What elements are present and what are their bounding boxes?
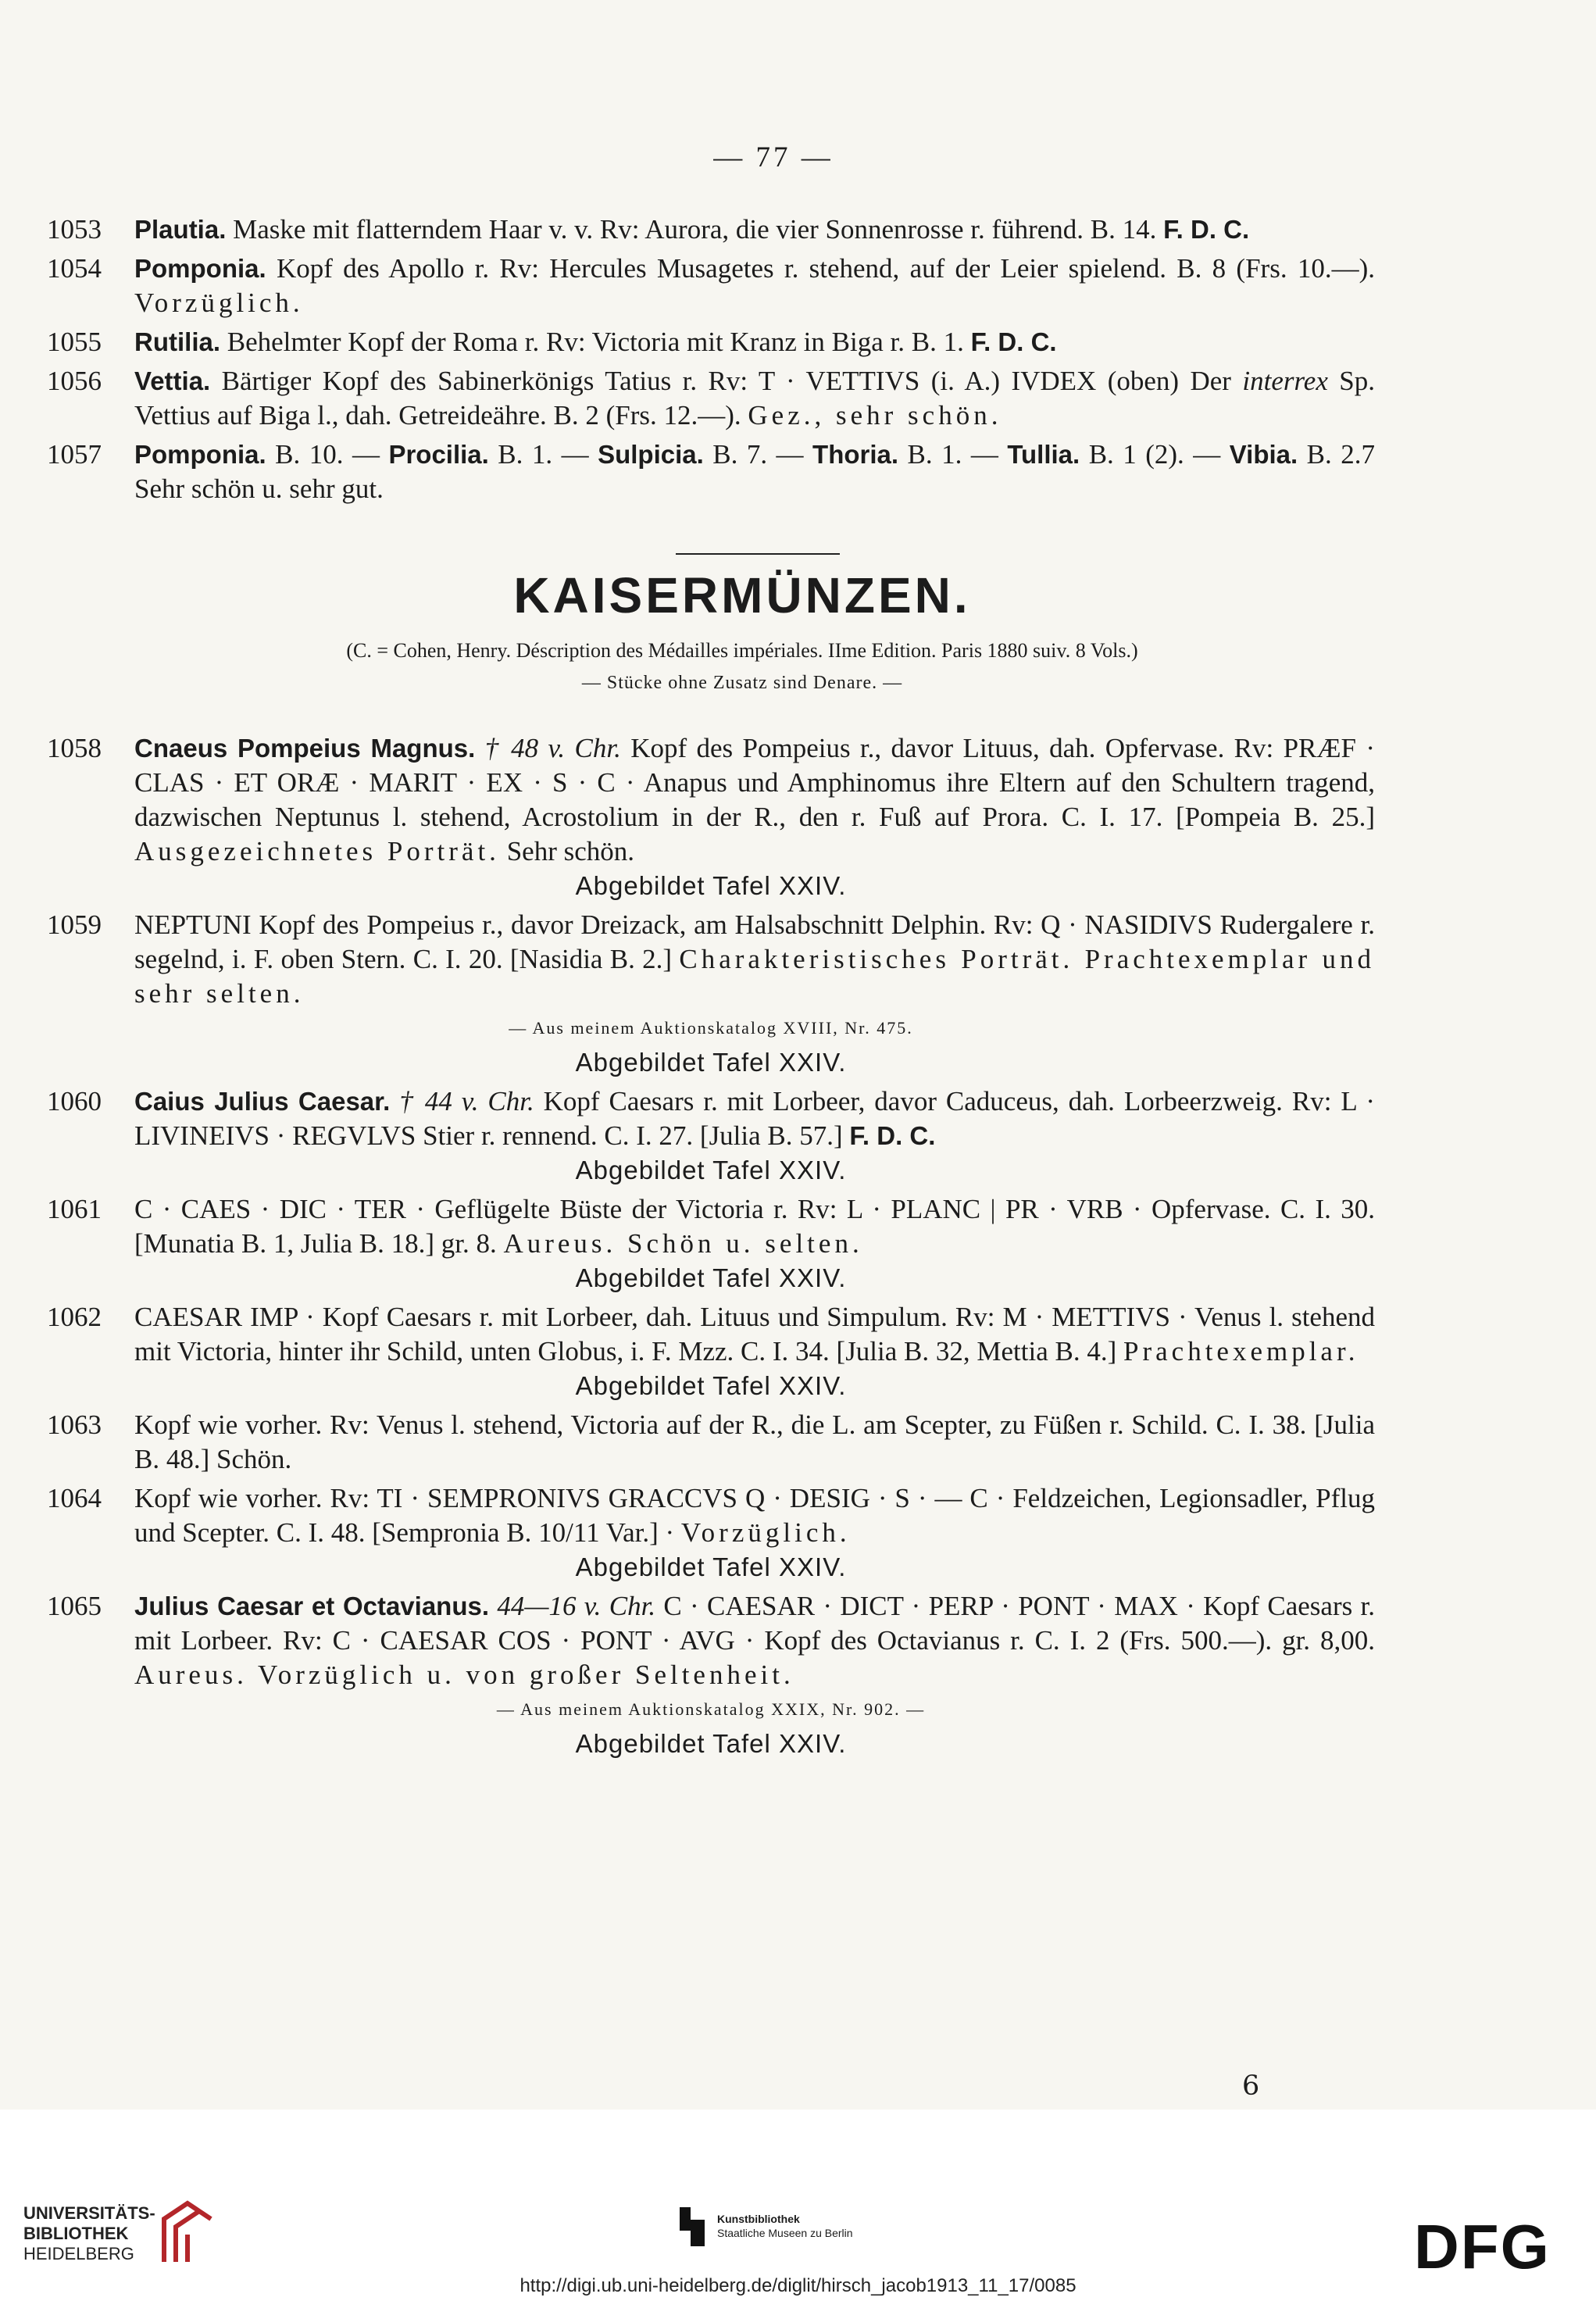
entry-text-segment: CAESAR IMP · Kopf Caesars r. mit Lorbeer, dah. Lituus und Simpulum. Rv: M · METTIVS · Venus l. stehend mit Victoria, hinter ihr Schild, unten Globus, i. F. Mzz. C. I. 34. [Julia B. 32, Mettia B. 4.] bbox=[134, 1302, 1375, 1367]
entry-text bbox=[134, 213, 1375, 247]
entry-text-segment: Tullia. bbox=[1007, 440, 1080, 469]
entry-text-segment: Sulpicia. bbox=[598, 440, 704, 469]
entry-text-segment: B. 1. — bbox=[898, 439, 1008, 470]
entry-number: 1065 bbox=[47, 1591, 102, 1621]
entry-text-segment: Ausgezeichnetes Porträt. bbox=[134, 836, 500, 866]
entry-text-segment: Behelmter Kopf der Roma r. Rv: Victoria mit Kranz in Biga r. B. 1. bbox=[220, 327, 971, 357]
entry-number: 1061 bbox=[47, 1194, 102, 1224]
catalog-entry bbox=[47, 325, 1375, 359]
entry-number: 1056 bbox=[47, 366, 102, 396]
entry-text bbox=[134, 438, 1375, 506]
catalog-entry bbox=[47, 252, 1375, 320]
uni-logo-mark-icon bbox=[156, 2192, 219, 2270]
entry-text-segment: Cnaeus Pompeius Magnus. bbox=[134, 734, 476, 763]
entry-text-segment: Charakteristisches Porträt. Prachtexemplar und sehr selten. bbox=[134, 944, 1375, 1009]
uni-line-2: BIBLIOTHEK bbox=[23, 2224, 129, 2243]
kunstbibliothek-mark-icon bbox=[680, 2207, 711, 2246]
section-heading: KAISERMÜNZEN. bbox=[513, 567, 971, 623]
plate-reference: Abgebildet Tafel XXIV. bbox=[575, 1263, 847, 1292]
denar-note: — Stücke ohne Zusatz sind Denare. — bbox=[581, 673, 903, 693]
uni-line-3: HEIDELBERG bbox=[23, 2244, 134, 2263]
catalog-entry bbox=[47, 1481, 1375, 1585]
entry-text-segment: B. 1 (2). — bbox=[1080, 439, 1230, 470]
entry-number: 1063 bbox=[47, 1409, 102, 1440]
entry-text-segment: Kopf des Pompeius r., davor Lituus, dah. Opfervase. Rv: PRÆF · CLAS · ET ORÆ · MARIT · EX · S · C · Anapus und Amphinomus ihre Eltern auf den Schultern tragend, dazwischen Neptunus l. stehend, Acrostolium in der R., den r. Fuß auf Prora. C. I. 17. [Pompeia B. 25.] bbox=[134, 733, 1375, 832]
catalog-entry bbox=[47, 1589, 1375, 1761]
entry-number: 1062 bbox=[47, 1302, 102, 1332]
entry-number: 1055 bbox=[47, 327, 102, 357]
entry-text-segment: F. D. C. bbox=[1163, 215, 1250, 244]
uni-line-1: UNIVERSITÄTS- bbox=[23, 2203, 155, 2223]
entry-text-segment: Pomponia. bbox=[134, 254, 266, 283]
catalog-entry bbox=[47, 438, 1375, 506]
catalog-entry bbox=[47, 1408, 1375, 1477]
catalog-entry bbox=[47, 213, 1375, 247]
entry-text-segment: Pomponia. bbox=[134, 440, 266, 469]
entry-text-segment: Caius Julius Caesar. bbox=[134, 1087, 391, 1116]
entry-text-segment: Vorzüglich. bbox=[134, 288, 304, 318]
section-rule bbox=[676, 553, 840, 555]
entry-text-segment: Kopf wie vorher. Rv: Venus l. stehend, Victoria auf der R., die L. am Scepter, zu Füßen r. Schild. C. I. 38. [Julia B. 48.] Schön. bbox=[134, 1409, 1375, 1474]
entry-text-segment: Procilia. bbox=[388, 440, 489, 469]
entry-text-segment: Thoria. bbox=[812, 440, 899, 469]
plate-reference: Abgebildet Tafel XXIV. bbox=[575, 1552, 847, 1581]
entry-text-segment: Gez., sehr schön. bbox=[748, 400, 1002, 431]
entry-text-segment: Vibia. bbox=[1229, 440, 1298, 469]
entries-top bbox=[47, 213, 1375, 506]
entry-text-segment bbox=[390, 1086, 399, 1116]
kunstbibliothek-text bbox=[717, 2212, 983, 2240]
entry-text-segment: Kopf Caesars r. mit Lorbeer, davor Caduceus, dah. Lorbeerzweig. Rv: L · LIVINEIVS · REGVLVS Stier r. rennend. C. I. 27. [Julia B. 57.] bbox=[134, 1086, 1375, 1151]
entry-text-segment: Julius Caesar et Octavianus. bbox=[134, 1592, 490, 1620]
catalog-entry bbox=[47, 364, 1375, 433]
entry-text bbox=[134, 1192, 1375, 1295]
footer-bar bbox=[0, 2110, 1596, 2308]
entry-text bbox=[134, 252, 1375, 320]
plate-reference: Abgebildet Tafel XXIV. bbox=[575, 871, 847, 900]
entry-text-segment: Aureus. Vorzüglich u. von großer Seltenheit. bbox=[134, 1660, 794, 1690]
entry-text bbox=[134, 1408, 1375, 1477]
kb-line-2: Staatliche Museen zu Berlin bbox=[717, 2227, 853, 2239]
entry-text-segment: Vettia. bbox=[134, 366, 211, 395]
entry-number: 1060 bbox=[47, 1086, 102, 1116]
entry-text bbox=[134, 1084, 1375, 1188]
entry-text-segment: NEPTUNI Kopf des Pompeius r., davor Dreizack, am Halsabschnitt Delphin. Rv: Q · NASIDIVS Rudergalere r. segelnd, i. F. oben Stern. C. I. 20. [Nasidia B. 2.] bbox=[134, 909, 1375, 974]
entry-text-segment: C · CAESAR · DICT · PERP · PONT · MAX · Kopf Caesars r. mit Lorbeer. Rv: C · CAESAR COS · PONT · AVG · Kopf des Octavianus r. C. I. 2 (Frs. 500.—). gr. 8,00. bbox=[134, 1591, 1375, 1656]
page-number: — 77 — bbox=[713, 141, 834, 173]
plate-reference: Abgebildet Tafel XXIV. bbox=[575, 1156, 847, 1184]
catalog-entry bbox=[47, 1300, 1375, 1403]
entry-number: 1058 bbox=[47, 733, 102, 763]
entry-text-segment: † 48 v. Chr. bbox=[484, 733, 621, 763]
entry-text-segment: F. D. C. bbox=[849, 1121, 936, 1150]
entry-text-segment: Sehr schön. bbox=[499, 836, 634, 866]
entry-number: 1059 bbox=[47, 909, 102, 940]
entry-number: 1053 bbox=[47, 214, 102, 245]
entry-text-segment bbox=[489, 1591, 497, 1621]
kb-line-1: Kunstbibliothek bbox=[717, 2213, 800, 2225]
entry-text-segment: interrex bbox=[1242, 366, 1328, 396]
entry-text-segment: Aureus. Schön u. selten. bbox=[503, 1228, 863, 1259]
page-url[interactable]: http://digi.ub.uni-heidelberg.de/diglit/hirsch_jacob1913_11_17/0085 bbox=[520, 2275, 1076, 2296]
uni-heidelberg-logo[interactable] bbox=[23, 2203, 155, 2264]
entry-text-segment: Vorzüglich. bbox=[680, 1517, 851, 1548]
signature-number: 6 bbox=[1242, 2070, 1260, 2102]
entry-text-segment: Maske mit flatterndem Haar v. v. Rv: Aurora, die vier Sonnenrosse r. führend. B. 14. bbox=[226, 214, 1164, 245]
entry-text bbox=[134, 1589, 1375, 1761]
entry-number: 1057 bbox=[47, 439, 102, 470]
entry-text-segment: Bärtiger Kopf des Sabinerkönigs Tatius r. Rv: T · VETTIVS (i. A.) IVDEX (oben) Der bbox=[210, 366, 1243, 396]
entry-text-segment: Rutilia. bbox=[134, 327, 221, 356]
entry-text bbox=[134, 1300, 1375, 1403]
page-content bbox=[47, 141, 1375, 1766]
entry-text-segment: C · CAES · DIC · TER · Geflügelte Büste der Victoria r. Rv: L · PLANC | PR · VRB · Opfervase. C. I. 30. [Munatia B. 1, Julia B. 18.] gr. 8. bbox=[134, 1194, 1375, 1259]
entry-text-segment: Prachtexemplar. bbox=[1123, 1336, 1359, 1367]
entry-text-segment: Kopf wie vorher. Rv: TI · SEMPRONIVS GRACCVS Q · DESIG · S · — C · Feldzeichen, Legionsadler, Pflug und Scepter. C. I. 48. [Sempronia B. 10/11 Var.] · bbox=[134, 1483, 1375, 1548]
entry-text-segment bbox=[475, 733, 484, 763]
plate-reference: Abgebildet Tafel XXIV. bbox=[575, 1729, 847, 1758]
dfg-logo[interactable]: DFG bbox=[1414, 2212, 1551, 2281]
entries-main bbox=[47, 731, 1375, 1761]
entry-text bbox=[134, 1481, 1375, 1585]
entry-text bbox=[134, 325, 1375, 359]
catalog-entry bbox=[47, 908, 1375, 1080]
entry-text bbox=[134, 364, 1375, 433]
plate-reference: Abgebildet Tafel XXIV. bbox=[575, 1371, 847, 1400]
entry-text-segment: 44—16 v. Chr. bbox=[497, 1591, 656, 1621]
entry-text-segment: B. 2. Sehr schön u. sehr gut. bbox=[134, 439, 1362, 504]
entry-text-segment: F. D. C. bbox=[970, 327, 1057, 356]
reference-note: (C. = Cohen, Henry. Déscription des Médailles impériales. IIme Edition. Paris 1880 suiv. 8 Vols.) bbox=[346, 639, 1138, 662]
entry-text bbox=[134, 908, 1375, 1080]
catalog-entry bbox=[47, 731, 1375, 903]
catalog-entry bbox=[47, 1084, 1375, 1188]
entry-right-number: 7 bbox=[1361, 439, 1375, 470]
catalog-entry bbox=[47, 1192, 1375, 1295]
plate-reference: Abgebildet Tafel XXIV. bbox=[575, 1048, 847, 1077]
entry-text-segment: B. 10. — bbox=[266, 439, 389, 470]
entry-text-segment: Sp. Vettius auf Biga l., dah. Getreideähre. B. 2 (Frs. 12.—). bbox=[134, 366, 1376, 431]
auction-catalog-reference: — Aus meinem Auktionskatalog XVIII, Nr. 475. bbox=[509, 1018, 913, 1038]
entry-number: 1064 bbox=[47, 1483, 102, 1513]
auction-catalog-reference: — Aus meinem Auktionskatalog XXIX, Nr. 902. — bbox=[496, 1699, 926, 1719]
entry-number: 1054 bbox=[47, 253, 102, 284]
entry-text-segment: B. 1. — bbox=[488, 439, 598, 470]
entry-text bbox=[134, 731, 1375, 903]
entry-text-segment: † 44 v. Chr. bbox=[399, 1086, 534, 1116]
entry-text-segment: B. 7. — bbox=[703, 439, 813, 470]
entry-text-segment: Plautia. bbox=[134, 215, 227, 244]
entry-text-segment: Kopf des Apollo r. Rv: Hercules Musagetes r. stehend, auf der Leier spielend. B. 8 (Frs. 10.—). bbox=[266, 253, 1375, 284]
